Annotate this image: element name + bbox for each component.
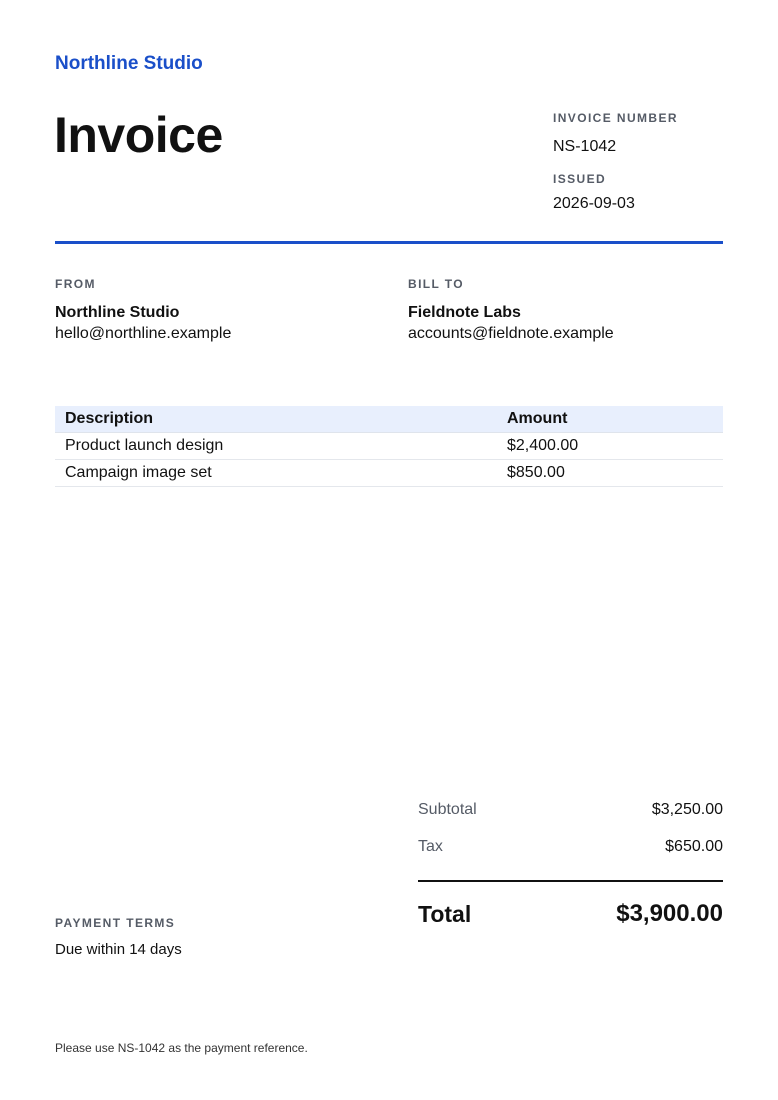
column-header-description: Description	[55, 406, 497, 433]
header-divider	[55, 241, 723, 244]
subtotal-value: $3,250.00	[651, 801, 723, 818]
total-label: Total	[418, 901, 472, 927]
item-description: Product launch design	[55, 433, 497, 460]
bill-to-name: Fieldnote Labs	[408, 304, 521, 321]
tax-label: Tax	[418, 838, 443, 855]
column-header-amount: Amount	[497, 406, 723, 433]
payment-terms-label: PAYMENT TERMS	[55, 916, 176, 930]
subtotal-label: Subtotal	[418, 801, 477, 818]
table-header-row	[55, 406, 723, 433]
invoice-number: NS-1042	[553, 138, 617, 155]
item-description: Campaign image set	[55, 460, 497, 487]
payment-terms-value: Due within 14 days	[55, 941, 182, 958]
total-divider	[418, 880, 723, 882]
item-amount: $850.00	[497, 460, 723, 487]
invoice-number-label: INVOICE NUMBER	[553, 111, 678, 125]
from-email: hello@northline.example	[55, 325, 232, 342]
table-row	[55, 433, 723, 460]
from-label: FROM	[55, 277, 96, 291]
bill-to-email: accounts@fieldnote.example	[408, 325, 614, 342]
total-value: $3,900.00	[616, 900, 723, 927]
page-title: Invoice	[54, 107, 223, 163]
tax-value: $650.00	[665, 838, 723, 855]
table-row	[55, 460, 723, 487]
bill-to-label: BILL TO	[408, 277, 465, 291]
from-name: Northline Studio	[55, 304, 180, 321]
line-items-table	[55, 406, 723, 487]
issued-date: 2026-09-03	[553, 195, 635, 212]
payment-reference-note: Please use NS-1042 as the payment reference.	[55, 1041, 308, 1055]
item-amount: $2,400.00	[497, 433, 723, 460]
brand-name: Northline Studio	[55, 53, 203, 74]
issued-label: ISSUED	[553, 172, 607, 186]
